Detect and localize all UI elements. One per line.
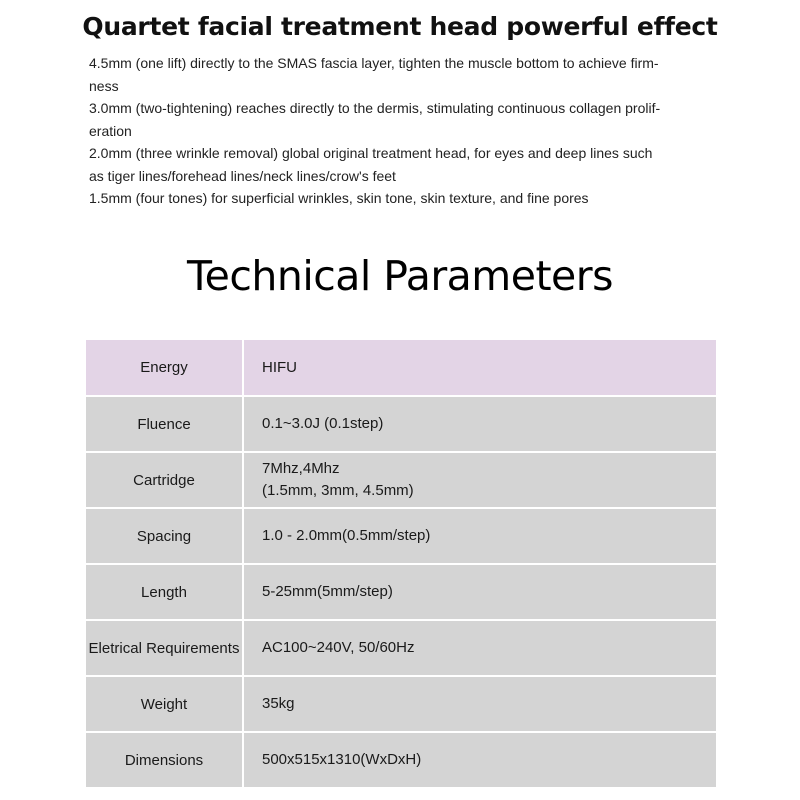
technical-parameters-heading: Technical Parameters [187, 252, 613, 300]
parameter-value [244, 453, 716, 507]
parameter-value-text: (1.5mm, 3mm, 4.5mm) [262, 482, 414, 499]
parameter-label: Energy [86, 340, 244, 395]
parameter-label: Dimensions [86, 733, 244, 787]
parameter-value [244, 340, 716, 395]
effect-line: 2.0mm (three wrinkle removal) global original treatment head, for eyes and deep lines such [89, 145, 653, 161]
table-row-dimensions [86, 733, 716, 789]
parameter-value [244, 509, 716, 563]
table-row-length [86, 565, 716, 621]
effect-line: ness [89, 77, 119, 94]
parameters-table [86, 340, 716, 789]
table-row-weight [86, 677, 716, 733]
parameter-label: Cartridge [86, 453, 244, 507]
parameter-value-text: AC100~240V, 50/60Hz [262, 639, 415, 656]
effect-line: 3.0mm (two-tightening) reaches directly to the dermis, stimulating continuous collagen prolif- [89, 100, 661, 116]
effect-line: as tiger lines/forehead lines/neck lines/crow's feet [89, 167, 396, 184]
effects-description [89, 52, 701, 210]
parameter-value-text: 1.0 - 2.0mm(0.5mm/step) [262, 527, 431, 544]
effect-line: eration [89, 122, 132, 139]
effect-line: 1.5mm (four tones) for superficial wrinkles, skin tone, skin texture, and fine pores [89, 190, 589, 206]
parameter-value-text: 7Mhz,4Mhz [262, 460, 340, 477]
parameter-value [244, 733, 716, 787]
table-row-electrical [86, 621, 716, 677]
parameter-value-text: 35kg [262, 695, 295, 712]
table-row-cartridge [86, 453, 716, 509]
parameter-value [244, 621, 716, 675]
table-row-energy [86, 340, 716, 397]
effect-heading: Quartet facial treatment head powerful effect [82, 12, 718, 41]
effect-line: 4.5mm (one lift) directly to the SMAS fascia layer, tighten the muscle bottom to achieve firm- [89, 55, 659, 71]
parameter-value-text: 500x515x1310(WxDxH) [262, 751, 422, 768]
parameter-value [244, 397, 716, 451]
parameter-value [244, 565, 716, 619]
table-row-fluence [86, 397, 716, 453]
parameter-label: Length [86, 565, 244, 619]
parameter-label: Weight [86, 677, 244, 731]
parameter-value-text: 0.1~3.0J (0.1step) [262, 415, 384, 432]
parameter-value-text: 5-25mm(5mm/step) [262, 583, 393, 600]
parameter-value-text: HIFU [262, 358, 297, 376]
parameter-label: Spacing [86, 509, 244, 563]
table-row-spacing [86, 509, 716, 565]
parameter-value [244, 677, 716, 731]
parameter-label: Eletrical Requirements [86, 621, 244, 675]
parameter-label: Fluence [86, 397, 244, 451]
